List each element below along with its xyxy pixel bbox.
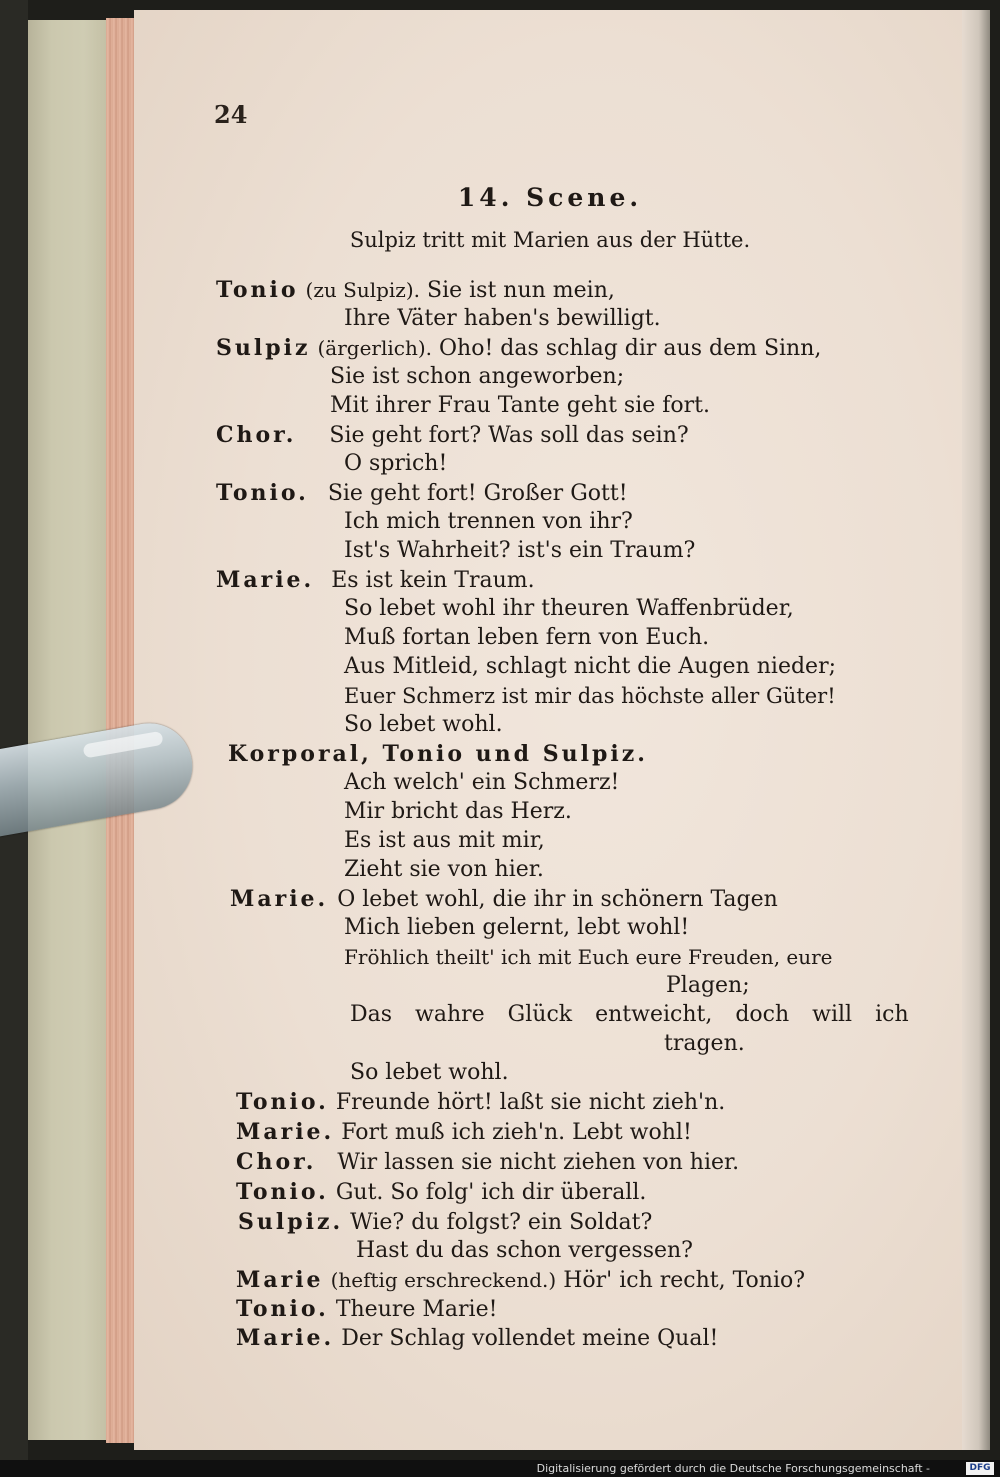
line-text: Ihre Väter haben's bewilligt.: [344, 306, 661, 331]
dialogue-line: [236, 1148, 739, 1177]
page-right-edge: [962, 10, 990, 1450]
speaker-direction: (heftig erschreckend.): [330, 1268, 557, 1292]
stage-direction: Sulpiz tritt mit Marien aus der Hütte.: [349, 228, 751, 252]
speaker-name: Sulpiz: [216, 335, 311, 361]
line-text: Oho! das schlag dir aus dem Sinn,: [439, 336, 822, 361]
dialogue-line: [344, 856, 544, 884]
line-text: Wir lassen sie nicht ziehen von hier.: [337, 1150, 740, 1175]
line-text: Das wahre Glück entweicht, doch will ich: [350, 1002, 909, 1027]
line-text: Mir bricht das Herz.: [344, 799, 572, 824]
dialogue-line: [216, 566, 535, 595]
speaker-name: Tonio.: [236, 1089, 329, 1115]
dfg-logo: DFG: [966, 1462, 994, 1475]
dialogue-line: [344, 914, 689, 942]
line-text: Wie? du folgst? ein Soldat?: [350, 1210, 653, 1235]
line-text: Ist's Wahrheit? ist's ein Traum?: [344, 538, 696, 563]
dialogue-line: [344, 624, 709, 652]
glass-shine: [82, 731, 163, 759]
dialogue-line: [236, 1324, 718, 1353]
speaker-name: Marie.: [236, 1325, 335, 1351]
dialogue-line: [344, 508, 633, 536]
speaker-name: Korporal, Tonio und Sulpiz.: [228, 741, 648, 767]
line-text: O sprich!: [344, 451, 448, 476]
dialogue-line: [216, 276, 615, 305]
line-text: Gut. So folg' ich dir überall.: [335, 1180, 647, 1205]
line-text: Ich mich trennen von ihr?: [344, 509, 633, 534]
scene-heading: 14. Scene.: [457, 183, 643, 212]
line-text: Hör' ich recht, Tonio?: [563, 1268, 806, 1293]
dialogue-line: [344, 827, 545, 855]
speaker-name: Marie: [236, 1267, 324, 1293]
speaker-direction: (zu Sulpiz).: [305, 278, 420, 302]
line-text: Hast du das schon vergessen?: [356, 1238, 693, 1263]
speaker-direction: (ärgerlich).: [317, 336, 433, 360]
speaker-name: Marie.: [216, 567, 315, 593]
dialogue-line: [350, 1001, 909, 1029]
line-text: Ach welch' ein Schmerz!: [344, 770, 620, 795]
line-text: Fröhlich theilt' ich mit Euch eure Freuden, eure: [344, 945, 833, 969]
speaker-name: Sulpiz.: [238, 1209, 344, 1235]
line-text: O lebet wohl, die ihr in schönern Tagen: [337, 887, 778, 912]
dialogue-line: [330, 392, 710, 420]
line-text: Sie ist nun mein,: [427, 278, 615, 303]
dialogue-line: [344, 943, 833, 972]
speaker-name: Marie.: [230, 886, 329, 912]
line-text: Mit ihrer Frau Tante geht sie fort.: [330, 393, 710, 418]
line-text: Sie geht fort! Großer Gott!: [327, 481, 628, 506]
line-text: Theure Marie!: [335, 1297, 498, 1322]
dialogue-line: [216, 334, 821, 363]
dialogue-line: [344, 798, 572, 826]
dialogue-line: [344, 711, 503, 739]
dialogue-line: [236, 1266, 805, 1295]
dialogue-line: [216, 421, 689, 450]
dialogue-line: [344, 450, 447, 478]
dialogue-line: [330, 363, 624, 391]
dialogue-line: [664, 1030, 745, 1058]
line-text: Plagen;: [666, 973, 750, 998]
line-text: Freunde hört! laßt sie nicht zieh'n.: [335, 1090, 726, 1115]
line-text: Sie ist schon angeworben;: [330, 364, 625, 389]
speaker-name: Chor.: [236, 1149, 317, 1175]
line-text: Der Schlag vollendet meine Qual!: [341, 1326, 719, 1351]
dialogue-line: [350, 1059, 509, 1087]
line-text: Muß fortan leben fern von Euch.: [344, 625, 710, 650]
speaker-name: Tonio.: [236, 1296, 329, 1322]
dialogue-line: [238, 1208, 652, 1237]
line-text: Euer Schmerz ist mir das höchste aller Güter!: [344, 684, 836, 708]
line-text: Sie geht fort? Was soll das sein?: [329, 423, 689, 448]
dialogue-line: [666, 972, 750, 1000]
dialogue-line: [236, 1118, 692, 1147]
dialogue-line: [236, 1178, 646, 1207]
dialogue-line: [216, 479, 628, 508]
dialogue-line: [236, 1088, 725, 1117]
line-text: Fort muß ich zieh'n. Lebt wohl!: [341, 1120, 692, 1145]
dialogue-line: [344, 653, 836, 681]
dialogue-line: [236, 1295, 497, 1324]
speaker-name: Tonio: [216, 277, 299, 303]
dialogue-line: [230, 885, 778, 914]
line-text: tragen.: [664, 1031, 745, 1056]
dialogue-line: [344, 682, 836, 711]
line-text: Aus Mitleid, schlagt nicht die Augen nieder;: [344, 654, 836, 679]
speaker-name: Tonio.: [236, 1179, 329, 1205]
dialogue-line: [344, 305, 661, 333]
line-text: Mich lieben gelernt, lebt wohl!: [344, 915, 690, 940]
speaker-name: Marie.: [236, 1119, 335, 1145]
scanner-background: [0, 0, 28, 1460]
line-text: Es ist kein Traum.: [331, 568, 535, 593]
page-number: 24: [214, 100, 248, 129]
dialogue-line: [344, 537, 695, 565]
book-side-strip: [28, 20, 108, 1440]
dialogue-line: [228, 740, 648, 769]
speaker-name: Chor.: [216, 422, 297, 448]
line-text: So lebet wohl ihr theuren Waffenbrüder,: [344, 596, 794, 621]
line-text: So lebet wohl.: [344, 712, 503, 737]
dialogue-line: [344, 595, 794, 623]
speaker-name: Tonio.: [216, 480, 309, 506]
dialogue-line: [344, 769, 619, 797]
footer-credit: Digitalisierung gefördert durch die Deutsche Forschungsgemeinschaft -: [0, 1460, 1000, 1477]
line-text: Es ist aus mit mir,: [344, 828, 545, 853]
line-text: So lebet wohl.: [350, 1060, 509, 1085]
line-text: Zieht sie von hier.: [344, 857, 544, 882]
dialogue-line: [356, 1237, 693, 1265]
